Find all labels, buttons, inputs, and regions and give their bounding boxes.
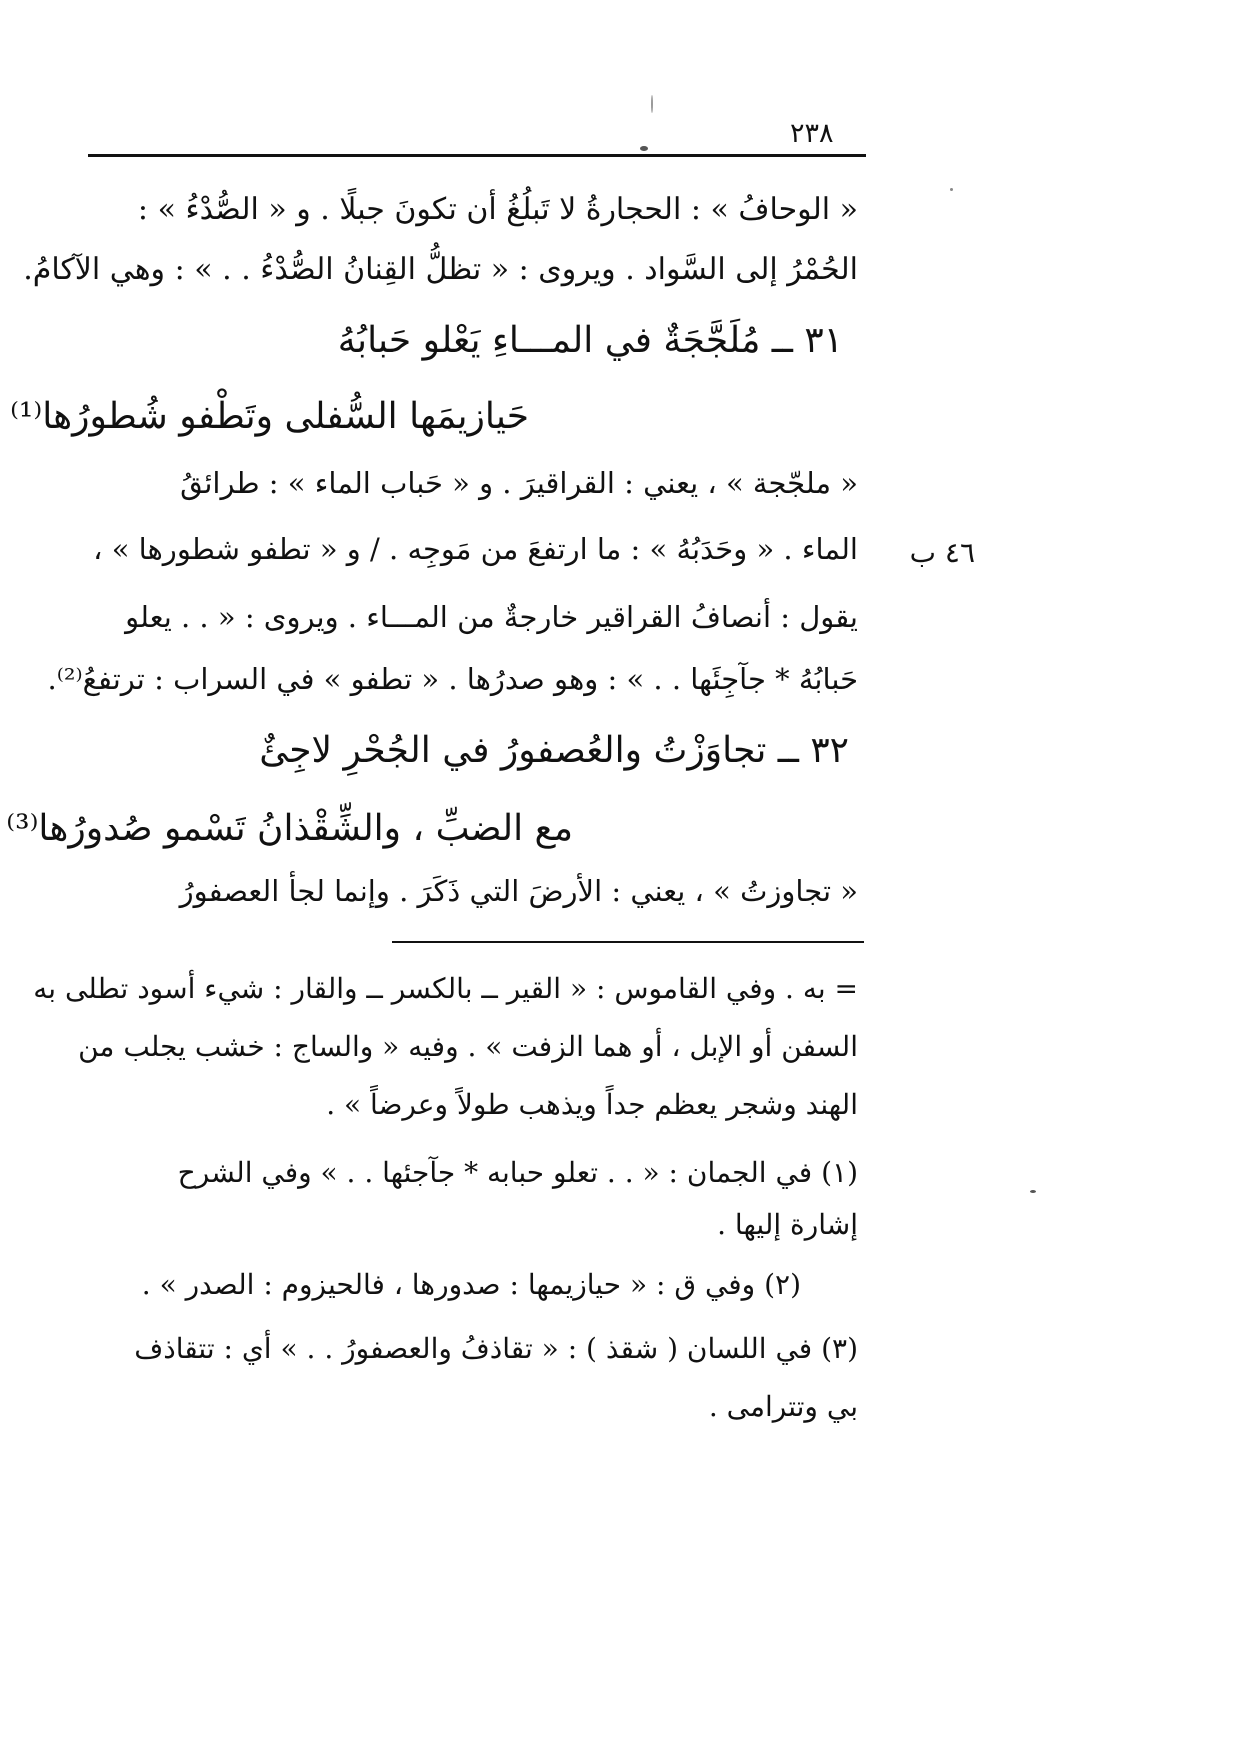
body-line: الحُمْرُ إلى السَّواد . ويروى : « تظلُّ القِنانُ الصُّدْءُ . . » : وهي الآكامُ. [23, 252, 858, 287]
footnote-line: الهند وشجر يعظم جداً ويذهب طولاً وعرضاً » . [326, 1088, 858, 1121]
footnote-rule [392, 941, 864, 943]
footnote-line: = به . وفي القاموس : « القير ــ بالكسر ــ والقار : شيء أسود تطلى به [33, 972, 858, 1005]
header-rule [88, 154, 866, 157]
verse-31-first-hemistich: ٣١ ــ مُلَجَّجَةٌ في المـــاءِ يَعْلو حَبابُهُ [337, 320, 843, 361]
body-line: « تجاوزتُ » ، يعني : الأرضَ التي ذَكَرَ . وإنما لجأ العصفورُ [179, 874, 858, 908]
footnote-line: إشارة إليها . [717, 1208, 858, 1241]
footnote-line: بي وتترامى . [708, 1390, 858, 1423]
body-line: حَبابُهُ * جآجِئَها . . » : وهو صدرُها . « تطفو » في السراب : ترتفعُ⁽²⁾. [47, 662, 858, 696]
verse-32-first-hemistich: ٣٢ ــ تجاوَزْتُ والعُصفورُ في الجُحْرِ لاجِئٌ [259, 730, 849, 771]
scan-speck [950, 188, 953, 191]
footnote-3: (٣) في اللسان ( شقذ ) : « تقاذفُ والعصفورُ . . » أي : تتقاذف [134, 1332, 858, 1365]
page-number: ٢٣٨ [790, 118, 834, 149]
body-line: يقول : أنصافُ القراقير خارجةٌ من المـــاء . ويروى : « . . يعلو [125, 600, 858, 634]
footnote-1: (١) في الجمان : « . . تعلو حبابه * جآجئها . . » وفي الشرح [177, 1156, 858, 1189]
scan-speck [651, 95, 653, 113]
scan-speck [640, 146, 648, 151]
footnote-line: السفن أو الإبل ، أو هما الزفت » . وفيه « والساج : خشب يجلب من [78, 1030, 858, 1063]
verse-31-second-hemistich: حَيازيمَها السُّفلى وتَطْفو شُطورُها⁽¹⁾ [10, 396, 529, 437]
body-line: « الوحافُ » : الحجارةُ لا تَبلُغُ أن تكونَ جبلًا . و « الصُّدْءُ » : [137, 192, 858, 227]
footnote-2: (٢) وفي ق : « حيازيمها : صدورها ، فالحيزوم : الصدر » . [141, 1268, 801, 1301]
margin-note: ٤٦ ب [909, 536, 975, 569]
verse-32-second-hemistich: مع الضبِّ ، والشِّقْذانُ تَسْمو صُدورُها⁽³⁾ [6, 808, 573, 849]
body-line: الماء . « وحَدَبُهُ » : ما ارتفعَ من مَوجِه . / و « تطفو شطورها » ، [93, 532, 858, 566]
scan-speck [1030, 1190, 1036, 1193]
body-line: « ملجّجة » ، يعني : القراقيرَ . و « حَباب الماء » : طرائقُ [180, 466, 858, 500]
